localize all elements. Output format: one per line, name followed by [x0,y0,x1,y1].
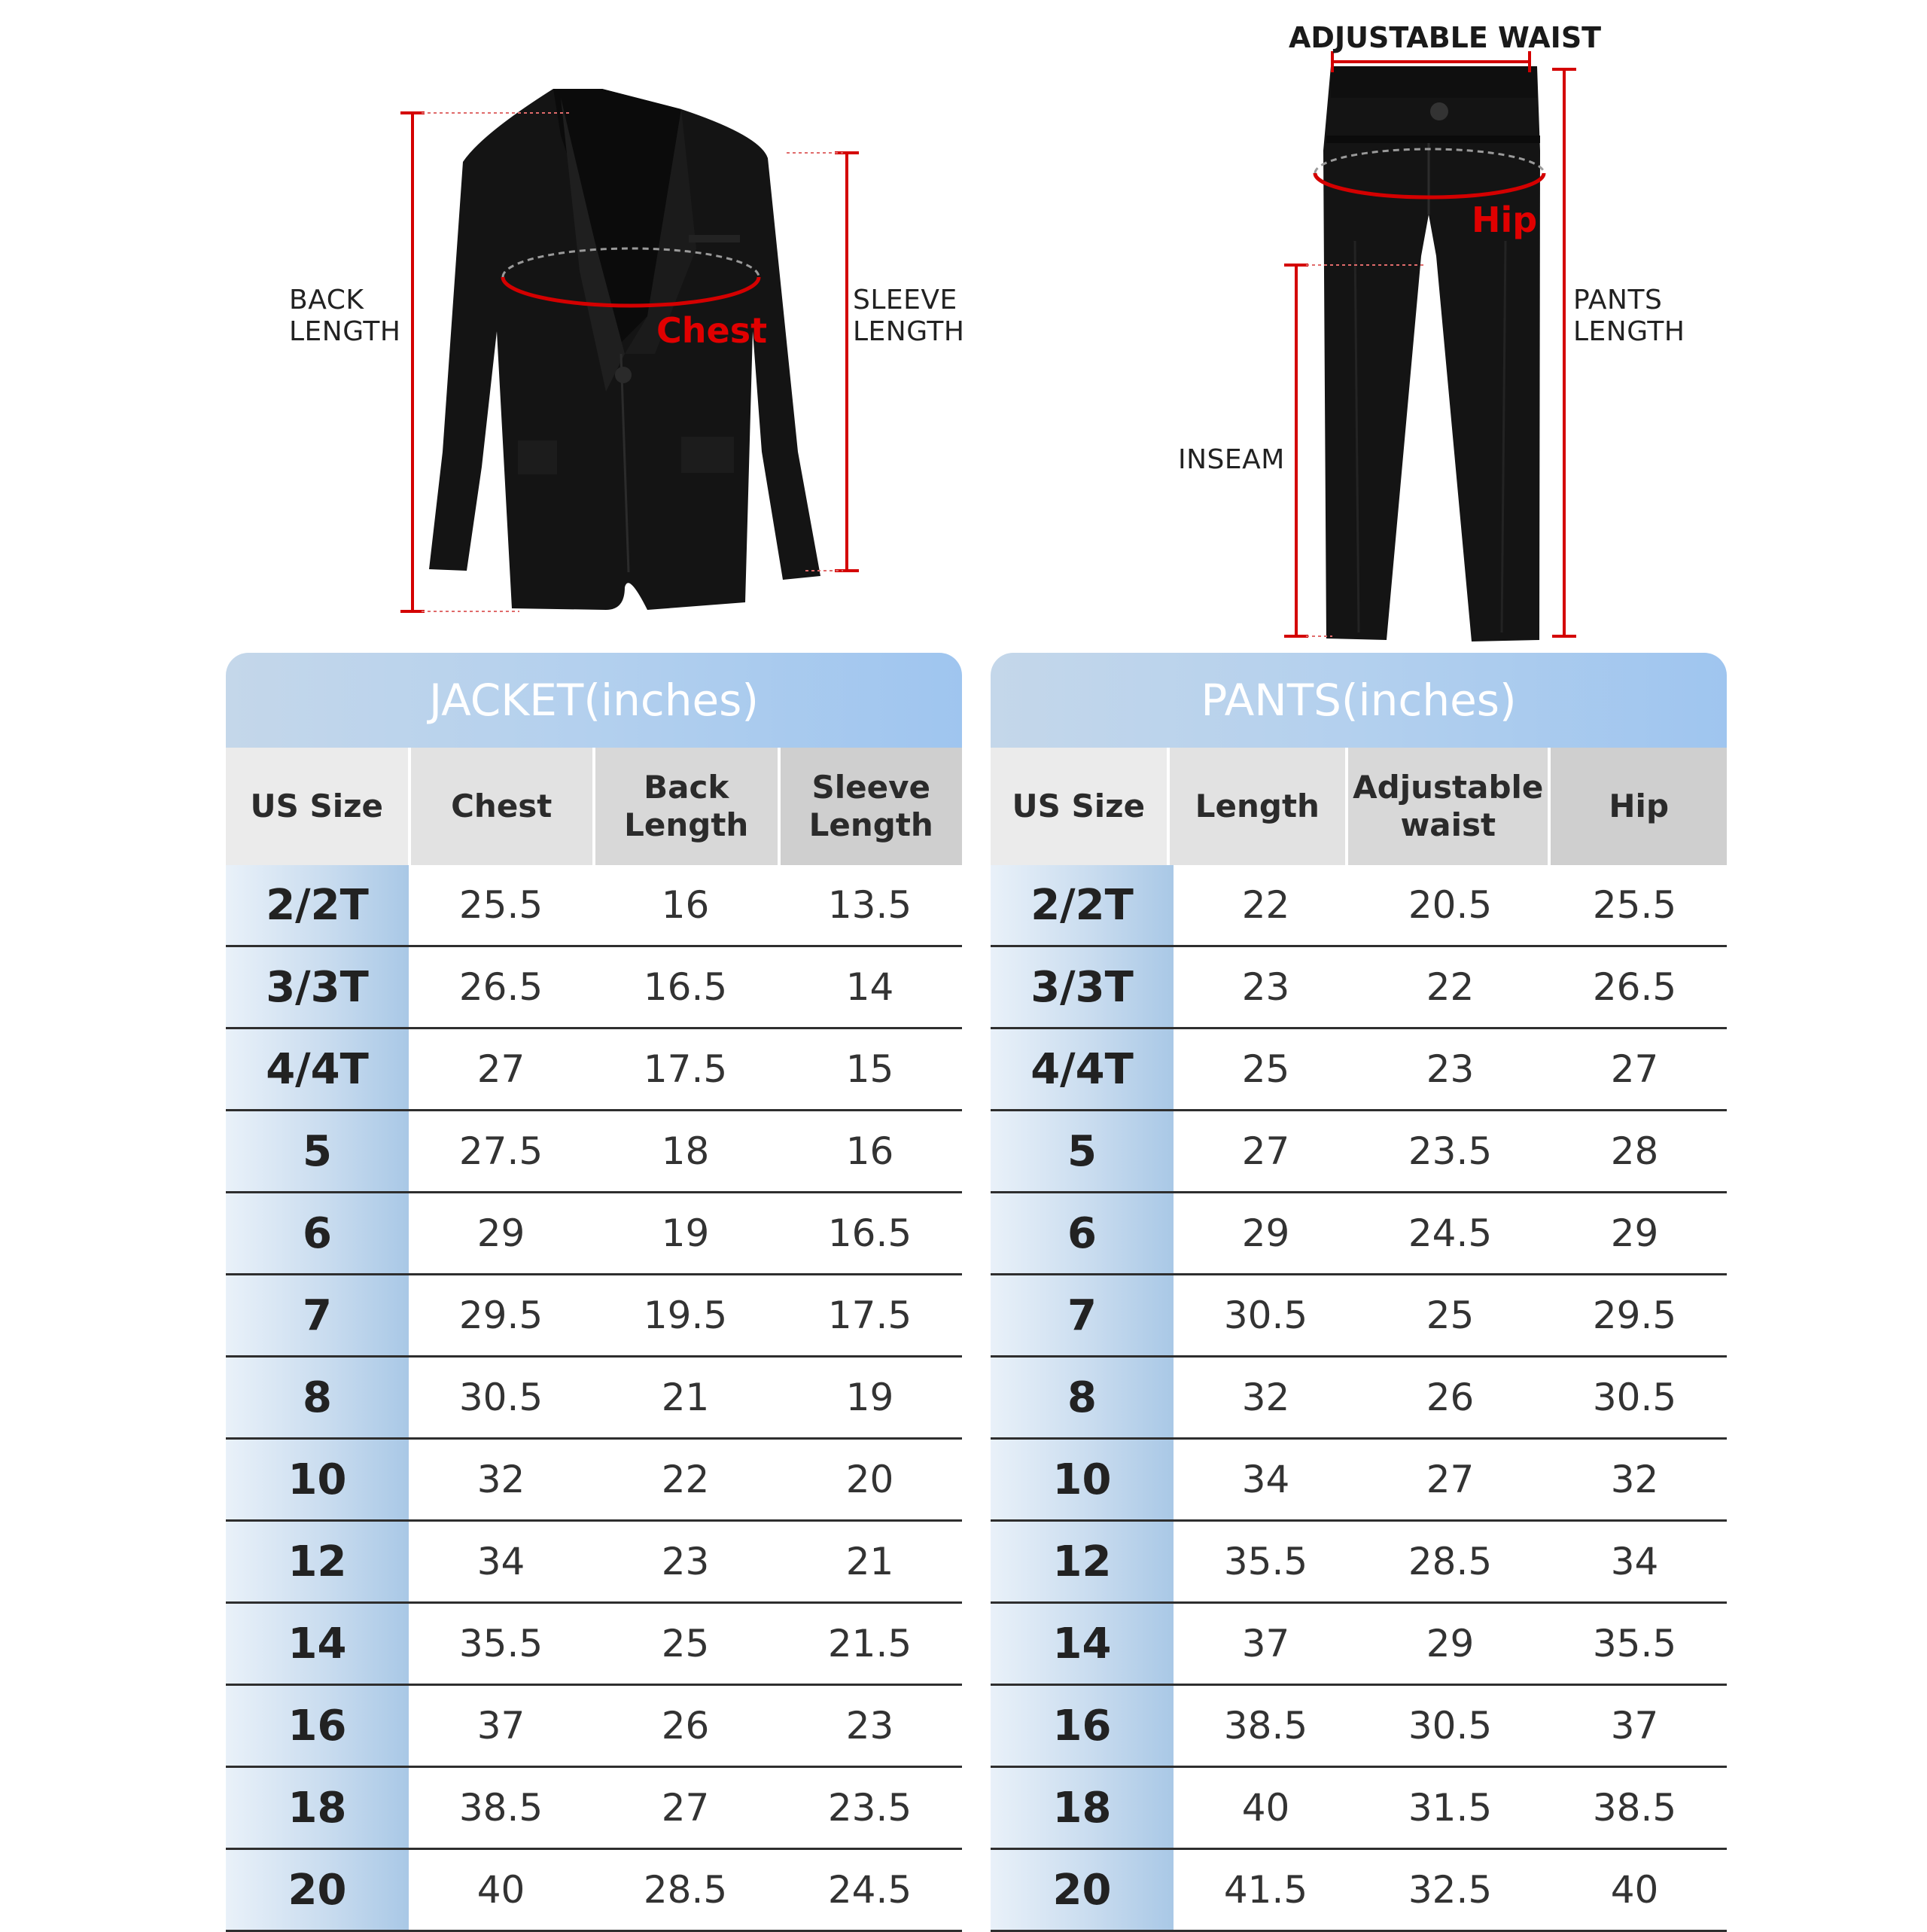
value-cell: 40 [1610,1868,1659,1912]
size-cell: 12 [226,1522,409,1601]
value-cell: 23.5 [1408,1129,1493,1173]
chest-label: Chest [656,310,768,351]
size-cell: 2/2T [991,865,1174,945]
size-cell: 16 [226,1686,409,1766]
value-cell: 29 [1426,1622,1475,1665]
value-cell: 32 [1241,1376,1290,1419]
table-row [991,1686,1727,1768]
header-us-size: US Size [226,748,408,865]
value-cell: 30.5 [458,1376,543,1419]
value-cell: 19.5 [643,1294,728,1337]
size-cell: 6 [991,1193,1174,1273]
table-row [991,1768,1727,1850]
table-row [226,1275,962,1358]
value-cell: 28 [1610,1129,1659,1173]
table-row [991,865,1727,947]
inseam-label: INSEAM [1178,444,1285,475]
value-cell: 41.5 [1223,1868,1308,1912]
value-cell: 32 [476,1458,525,1501]
table-row [991,1111,1727,1193]
value-cell: 32.5 [1408,1868,1493,1912]
value-cell: 21 [845,1540,894,1583]
size-cell: 10 [991,1440,1174,1519]
value-cell: 13.5 [827,883,912,927]
value-cell: 27.5 [458,1129,543,1173]
pants-illustration [1323,66,1540,641]
size-cell: 4/4T [991,1029,1174,1109]
value-cell: 28.5 [1408,1540,1493,1583]
size-cell: 8 [991,1358,1174,1437]
size-cell: 3/3T [226,947,409,1027]
table-row [226,1193,962,1275]
table-row [226,947,962,1029]
value-cell: 38.5 [458,1786,543,1830]
table-row [226,1111,962,1193]
size-cell: 16 [991,1686,1174,1766]
value-cell: 27 [1241,1129,1290,1173]
pants-length-label: PANTS LENGTH [1573,285,1685,347]
size-cell: 18 [226,1768,409,1848]
value-cell: 23 [1426,1047,1475,1091]
jacket-size-table [226,653,962,1932]
value-cell: 22 [1241,883,1290,927]
pants-size-table [991,653,1727,1932]
pants-table-title: PANTS(inches) [991,653,1727,748]
illustration-area [0,0,1927,648]
value-cell: 15 [845,1047,894,1091]
size-cell: 18 [991,1768,1174,1848]
value-cell: 16 [661,883,710,927]
value-cell: 28.5 [643,1868,728,1912]
table-row [991,1440,1727,1522]
table-row [226,1440,962,1522]
table-row [226,1522,962,1604]
value-cell: 27 [1426,1458,1475,1501]
size-cell: 20 [991,1850,1174,1930]
value-cell: 34 [1610,1540,1659,1583]
jacket-table-title: JACKET(inches) [226,653,962,748]
header-us-size: US Size [991,748,1167,865]
value-cell: 26.5 [458,965,543,1009]
header-back-length: Back Length [595,748,778,865]
table-row [991,1522,1727,1604]
size-cell: 20 [226,1850,409,1930]
size-cell: 7 [991,1275,1174,1355]
size-cell: 5 [226,1111,409,1191]
table-row [991,1850,1727,1932]
value-cell: 27 [476,1047,525,1091]
value-cell: 22 [1426,965,1475,1009]
hip-label: Hip [1472,200,1538,240]
value-cell: 17.5 [827,1294,912,1337]
size-cell: 4/4T [226,1029,409,1109]
value-cell: 26 [1426,1376,1475,1419]
value-cell: 23 [661,1540,710,1583]
size-cell: 14 [226,1604,409,1684]
value-cell: 38.5 [1592,1786,1677,1830]
table-row [226,1768,962,1850]
value-cell: 38.5 [1223,1704,1308,1748]
header-hip: Hip [1551,748,1727,865]
value-cell: 19 [661,1211,710,1255]
pants-header-row [991,748,1727,865]
value-cell: 30.5 [1223,1294,1308,1337]
value-cell: 23.5 [827,1786,912,1830]
value-cell: 40 [476,1868,525,1912]
value-cell: 29 [476,1211,525,1255]
value-cell: 24.5 [1408,1211,1493,1255]
value-cell: 23 [845,1704,894,1748]
value-cell: 34 [476,1540,525,1583]
table-row [991,1275,1727,1358]
value-cell: 27 [661,1786,710,1830]
size-cell: 10 [226,1440,409,1519]
header-sleeve-length: Sleeve Length [781,748,963,865]
value-cell: 34 [1241,1458,1290,1501]
value-cell: 25 [1241,1047,1290,1091]
header-length: Length [1170,748,1346,865]
header-chest: Chest [411,748,593,865]
value-cell: 35.5 [1223,1540,1308,1583]
value-cell: 27 [1610,1047,1659,1091]
value-cell: 29.5 [458,1294,543,1337]
value-cell: 31.5 [1408,1786,1493,1830]
table-row [226,1604,962,1686]
size-cell: 12 [991,1522,1174,1601]
value-cell: 37 [1610,1704,1659,1748]
value-cell: 30.5 [1408,1704,1493,1748]
table-row [991,1358,1727,1440]
adjustable-waist-label: ADJUSTABLE WAIST [1289,21,1602,54]
value-cell: 30.5 [1592,1376,1677,1419]
size-cell: 6 [226,1193,409,1273]
jacket-header-row [226,748,962,865]
size-cell: 7 [226,1275,409,1355]
value-cell: 40 [1241,1786,1290,1830]
value-cell: 37 [1241,1622,1290,1665]
value-cell: 16 [845,1129,894,1173]
table-row [226,865,962,947]
back-length-label: BACK LENGTH [289,285,401,347]
table-row [991,1604,1727,1686]
size-cell: 8 [226,1358,409,1437]
size-cell: 2/2T [226,865,409,945]
header-adjustable-waist: Adjustable waist [1348,748,1548,865]
value-cell: 29.5 [1592,1294,1677,1337]
value-cell: 21 [661,1376,710,1419]
table-row [226,1029,962,1111]
value-cell: 16.5 [827,1211,912,1255]
value-cell: 29 [1241,1211,1290,1255]
value-cell: 25.5 [458,883,543,927]
table-row [226,1686,962,1768]
table-row [991,1029,1727,1111]
value-cell: 19 [845,1376,894,1419]
value-cell: 16.5 [643,965,728,1009]
pants-body [991,865,1727,1932]
size-cell: 14 [991,1604,1174,1684]
value-cell: 29 [1610,1211,1659,1255]
table-row [226,1358,962,1440]
sleeve-length-label: SLEEVE LENGTH [853,285,965,347]
value-cell: 32 [1610,1458,1659,1501]
value-cell: 37 [476,1704,525,1748]
value-cell: 22 [661,1458,710,1501]
jacket-body [226,865,962,1932]
value-cell: 24.5 [827,1868,912,1912]
value-cell: 25 [661,1622,710,1665]
value-cell: 23 [1241,965,1290,1009]
value-cell: 20.5 [1408,883,1493,927]
table-row [226,1850,962,1932]
value-cell: 18 [661,1129,710,1173]
table-row [991,1193,1727,1275]
size-cell: 3/3T [991,947,1174,1027]
value-cell: 20 [845,1458,894,1501]
size-cell: 5 [991,1111,1174,1191]
table-row [991,947,1727,1029]
value-cell: 26 [661,1704,710,1748]
value-cell: 17.5 [643,1047,728,1091]
value-cell: 35.5 [458,1622,543,1665]
value-cell: 35.5 [1592,1622,1677,1665]
value-cell: 21.5 [827,1622,912,1665]
value-cell: 25 [1426,1294,1475,1337]
value-cell: 25.5 [1592,883,1677,927]
value-cell: 26.5 [1592,965,1677,1009]
value-cell: 14 [845,965,894,1009]
